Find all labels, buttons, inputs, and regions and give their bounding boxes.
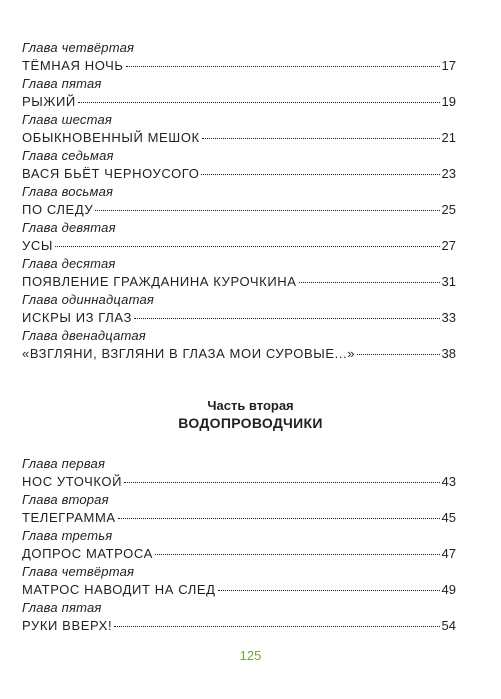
page-ref: 43: [441, 474, 456, 489]
toc-entry[interactable]: [22, 112, 456, 148]
chapter-title: ТЕЛЕГРАММА: [22, 510, 116, 525]
toc-entry[interactable]: [22, 256, 456, 292]
dot-leader: [202, 138, 440, 139]
page-ref: 19: [441, 94, 456, 109]
chapter-title: ИСКРЫ ИЗ ГЛАЗ: [22, 310, 132, 325]
chapter-label: Глава пятая: [22, 600, 102, 615]
dot-leader: [78, 102, 440, 103]
page-number: 125: [239, 648, 262, 663]
chapter-title: ОБЫКНОВЕННЫЙ МЕШОК: [22, 130, 200, 145]
toc-entry[interactable]: [22, 76, 456, 112]
dot-leader: [155, 554, 440, 555]
dot-leader: [118, 518, 440, 519]
chapter-title: «ВЗГЛЯНИ, ВЗГЛЯНИ В ГЛАЗА МОИ СУРОВЫЕ...»: [22, 346, 356, 361]
toc-entry[interactable]: [22, 292, 456, 328]
page-ref: 33: [441, 310, 456, 325]
chapter-label: Глава четвёртая: [22, 564, 135, 579]
page-ref: 27: [441, 238, 456, 253]
chapter-title: ВАСЯ БЬЁТ ЧЕРНОУСОГО: [22, 166, 200, 181]
toc-entry[interactable]: [22, 184, 456, 220]
chapter-title: НОС УТОЧКОЙ: [22, 474, 123, 489]
dot-leader: [124, 482, 439, 483]
dot-leader: [126, 66, 440, 67]
toc-entry[interactable]: [22, 220, 456, 256]
page-ref: 17: [441, 58, 456, 73]
dot-leader: [95, 210, 439, 211]
dot-leader: [201, 174, 439, 175]
chapter-label: Глава восьмая: [22, 184, 114, 199]
dot-leader: [218, 590, 440, 591]
dot-leader: [55, 246, 440, 247]
page-ref: 21: [441, 130, 456, 145]
chapter-label: Глава шестая: [22, 112, 113, 127]
page-ref: 38: [441, 346, 456, 361]
page-ref: 25: [441, 202, 456, 217]
toc-entry[interactable]: [22, 492, 456, 528]
chapter-label: Глава одиннадцатая: [22, 292, 155, 307]
chapter-label: Глава десятая: [22, 256, 116, 271]
toc-entry[interactable]: [22, 456, 456, 492]
dot-leader: [357, 354, 439, 355]
page-ref: 49: [441, 582, 456, 597]
part-label: Часть вторая: [207, 398, 294, 413]
toc-entry[interactable]: [22, 148, 456, 184]
part-title: ВОДОПРОВОДЧИКИ: [178, 415, 323, 431]
page-ref: 45: [441, 510, 456, 525]
dot-leader: [134, 318, 440, 319]
chapter-title: УСЫ: [22, 238, 53, 253]
part-two-toc: [22, 456, 456, 636]
chapter-label: Глава первая: [22, 456, 106, 471]
chapter-label: Глава двенадцатая: [22, 328, 146, 343]
page-ref: 47: [441, 546, 456, 561]
part-one-toc: [22, 40, 456, 364]
chapter-title: ПОЯВЛЕНИЕ ГРАЖДАНИНА КУРОЧКИНА: [22, 274, 297, 289]
dot-leader: [299, 282, 440, 283]
chapter-label: Глава третья: [22, 528, 113, 543]
dot-leader: [114, 626, 439, 627]
page-ref: 23: [441, 166, 456, 181]
page-ref: 31: [441, 274, 456, 289]
page-ref: 54: [441, 618, 456, 633]
chapter-label: Глава вторая: [22, 492, 109, 507]
toc-entry[interactable]: [22, 564, 456, 600]
chapter-label: Глава девятая: [22, 220, 116, 235]
chapter-title: ТЁМНАЯ НОЧЬ: [22, 58, 124, 73]
toc-entry[interactable]: [22, 528, 456, 564]
chapter-label: Глава пятая: [22, 76, 102, 91]
chapter-title: МАТРОС НАВОДИТ НА СЛЕД: [22, 582, 216, 597]
chapter-label: Глава четвёртая: [22, 40, 135, 55]
toc-entry[interactable]: [22, 600, 456, 636]
chapter-title: ПО СЛЕДУ: [22, 202, 94, 217]
toc-entry[interactable]: [22, 40, 456, 76]
chapter-title: РУКИ ВВЕРХ!: [22, 618, 113, 633]
chapter-label: Глава седьмая: [22, 148, 114, 163]
part-heading: [0, 398, 501, 432]
chapter-title: РЫЖИЙ: [22, 94, 76, 109]
chapter-title: ДОПРОС МАТРОСА: [22, 546, 153, 561]
toc-entry[interactable]: [22, 328, 456, 364]
